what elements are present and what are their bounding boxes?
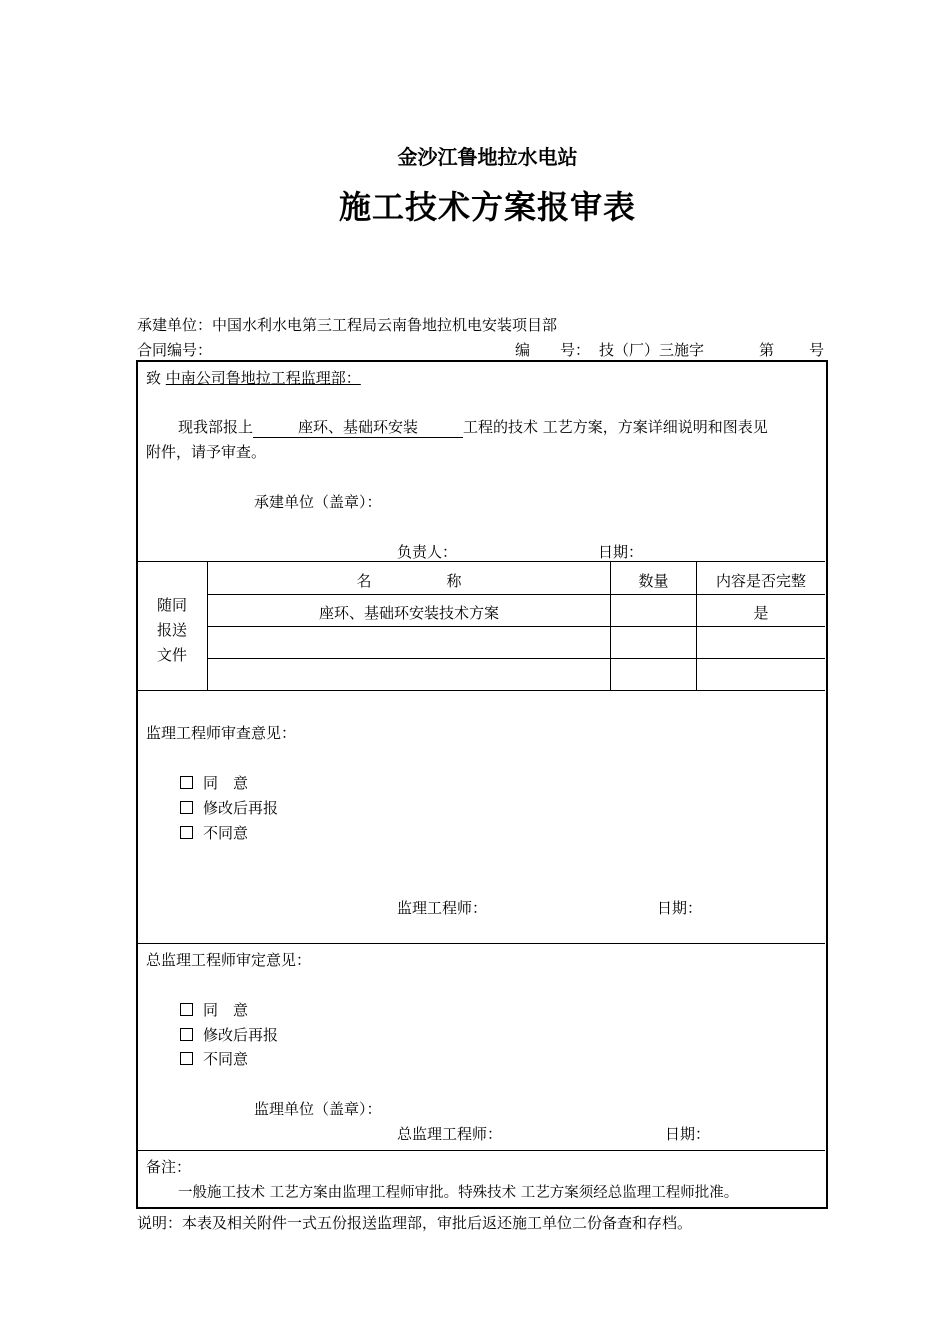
chief-option-revise[interactable] — [180, 1024, 278, 1045]
divider-chief — [137, 1150, 825, 1151]
engineer-option-revise[interactable] — [180, 797, 278, 818]
checkbox-icon[interactable] — [180, 1003, 193, 1016]
checkbox-icon[interactable] — [180, 1028, 193, 1041]
chief-date-label: 日期： — [665, 1125, 711, 1143]
supervisor-seal-label: 监理单位（盖章）： — [254, 1100, 382, 1118]
checkbox-icon[interactable] — [180, 801, 193, 814]
attach-row-line-1 — [207, 594, 825, 595]
attach-row-line-3 — [207, 658, 825, 659]
contractor-label: 承建单位： — [137, 316, 213, 334]
chief-option-agree-label: 同 意 — [203, 1001, 249, 1019]
engineer-review-heading: 监理工程师审查意见： — [146, 724, 297, 742]
chief-option-disagree-label: 不同意 — [203, 1050, 249, 1068]
contractor-seal-label: 承建单位（盖章）： — [254, 493, 382, 511]
serial-label: 编 号： — [515, 341, 591, 359]
chief-option-disagree[interactable] — [180, 1048, 248, 1069]
serial-di: 第 — [759, 341, 775, 359]
attach-side-label-1: 随同 — [156, 596, 187, 614]
submission-body-line1 — [178, 416, 768, 438]
attach-row-1-complete: 是 — [753, 604, 769, 622]
engineer-option-agree[interactable] — [180, 772, 248, 793]
divider-engineer — [137, 943, 825, 944]
responsible-label: 负责人： — [397, 543, 458, 561]
chief-option-agree[interactable] — [180, 999, 248, 1020]
addressee-value: 中南公司鲁地拉工程监理部： — [165, 369, 361, 387]
footer-note: 说明：本表及相关附件一式五份报送监理部，审批后返还施工单位二份备查和存档。 — [137, 1214, 693, 1232]
chief-option-revise-label: 修改后再报 — [203, 1026, 279, 1044]
attach-row-1-name: 座环、基础环安装技术方案 — [318, 604, 499, 622]
divider-submission — [137, 561, 825, 562]
attach-side-label-2: 报送 — [156, 621, 187, 639]
project-name-field: 座环、基础环安装 — [253, 416, 463, 438]
engineer-date-label: 日期： — [657, 899, 703, 917]
divider-attachments — [137, 690, 825, 691]
attach-side-label-3: 文件 — [156, 646, 187, 664]
engineer-signer-label: 监理工程师： — [397, 899, 488, 917]
document-subtitle: 金沙江鲁地拉水电站 — [397, 145, 578, 169]
contractor-line — [137, 314, 557, 335]
attach-row-line-2 — [207, 626, 825, 627]
chief-signer-label: 总监理工程师： — [397, 1125, 503, 1143]
engineer-option-agree-label: 同 意 — [203, 774, 249, 792]
engineer-option-disagree-label: 不同意 — [203, 824, 249, 842]
checkbox-icon[interactable] — [180, 826, 193, 839]
chief-review-heading: 总监理工程师审定意见： — [146, 951, 312, 969]
serial-value: 技（厂）三施字 — [599, 341, 705, 359]
remarks-text: 一般施工技术 工艺方案由监理工程师审批。特殊技术 工艺方案须经总监理工程师批准。 — [178, 1185, 739, 1201]
submission-body-line2: 附件，请予审查。 — [146, 443, 267, 461]
engineer-option-disagree[interactable] — [180, 822, 248, 843]
serial-hao: 号 — [809, 341, 825, 359]
contractor-value: 中国水利水电第三工程局云南鲁地拉机电安装项目部 — [212, 316, 558, 334]
engineer-option-revise-label: 修改后再报 — [203, 799, 279, 817]
addressee-line — [146, 367, 361, 388]
col-header-name: 名 称 — [356, 572, 462, 590]
col-header-qty: 数量 — [638, 572, 669, 590]
body-suffix: 工程的技术 工艺方案，方案详细说明和图表见 — [463, 418, 768, 436]
contract-no-label: 合同编号： — [137, 341, 213, 359]
attach-side-label — [138, 593, 206, 668]
checkbox-icon[interactable] — [180, 776, 193, 789]
document-title: 施工技术方案报审表 — [338, 188, 636, 226]
col-header-complete: 内容是否完整 — [715, 572, 806, 590]
remarks-label: 备注： — [146, 1158, 192, 1176]
submission-date-label: 日期： — [598, 543, 644, 561]
body-prefix: 现我部报上 — [178, 418, 254, 436]
checkbox-icon[interactable] — [180, 1052, 193, 1065]
addressee-prefix: 致 — [146, 369, 162, 387]
